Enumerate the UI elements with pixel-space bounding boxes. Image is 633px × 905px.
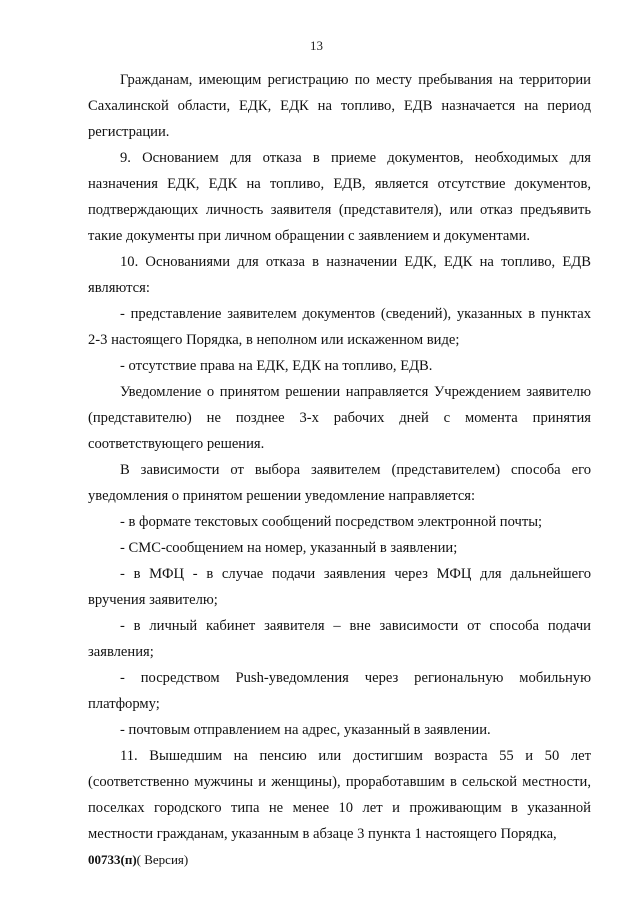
page-number: 13 [310, 38, 323, 53]
paragraph-item-10: 10. Основаниями для отказа в назначении ЕДК, ЕДК на топливо, ЕДВ являются: [88, 254, 591, 296]
paragraph-notification: Уведомление о принятом решении направляется Учреждением заявителю (представителю) не позднее 3-х рабочих дней с момента принятия соответствующего решения. [88, 384, 591, 452]
list-item-personal-cabinet: - в личный кабинет заявителя – вне зависимости от способа подачи заявления; [88, 618, 591, 660]
document-footer [88, 852, 188, 868]
list-item-post: - почтовым отправлением на адрес, указанный в заявлении. [120, 722, 491, 738]
document-body [88, 67, 591, 847]
paragraph-registration: Гражданам, имеющим регистрацию по месту пребывания на территории Сахалинской области, ЕДК, ЕДК на топливо, ЕДВ назначается на период регистрации. [88, 72, 591, 140]
document-version: ( Версия) [136, 852, 189, 867]
list-item-email: - в формате текстовых сообщений посредством электронной почты; [120, 514, 543, 530]
list-item-no-right: - отсутствие права на ЕДК, ЕДК на топливо, ЕДВ. [120, 358, 433, 374]
document-code: 00733(п) [88, 852, 137, 867]
list-item-incomplete-documents: - представление заявителем документов (сведений), указанных в пунктах 2-3 настоящего Порядка, в неполном или искаженном виде; [88, 306, 591, 348]
list-item-mfc: - в МФЦ - в случае подачи заявления через МФЦ для дальнейшего вручения заявителю; [88, 566, 591, 608]
paragraph-item-11: 11. Вышедшим на пенсию или достигшим возраста 55 и 50 лет (соответственно мужчины и женщины), проработавшим в сельской местности, поселках городского типа не менее 10 лет и проживающим в указанной местности гражданам, указанным в абзаце 3 пункта 1 настоящего Порядка, [88, 748, 591, 842]
list-item-sms: - СМС-сообщением на номер, указанный в заявлении; [120, 540, 458, 556]
list-item-push: - посредством Push-уведомления через региональную мобильную платформу; [88, 670, 591, 712]
paragraph-item-9: 9. Основанием для отказа в приеме документов, необходимых для назначения ЕДК, ЕДК на топливо, ЕДВ, является отсутствие документов, подтверждающих личность заявителя (представителя), или отказ предъявить такие документы при личном обращении с заявлением и документами. [88, 150, 591, 244]
paragraph-notification-methods: В зависимости от выбора заявителем (представителем) способа его уведомления о принятом решении уведомление направляется: [88, 462, 591, 504]
